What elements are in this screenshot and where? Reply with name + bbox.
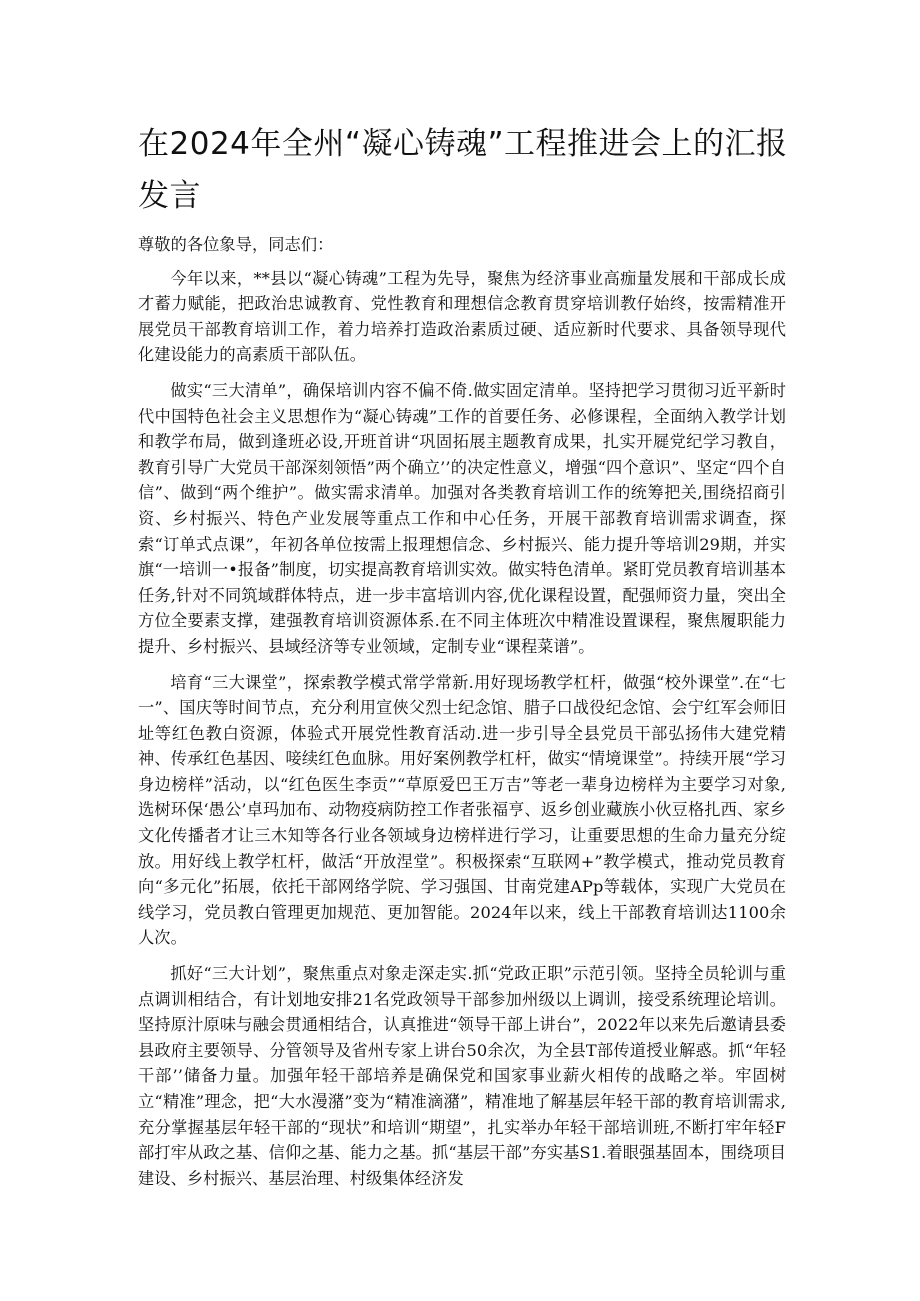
paragraph-intro: 今年以来，**县以“凝心铸魂”工程为先导，聚焦为经济事业高痂量发展和干部成长成才蓄力赋能，把政治忠诚教育、党性教育和理想信念教育贯穿培训教仔始终，按需精准开展党员干部教育培训工作，着力培养打造政治素质过硬、适应新时代要求、具备领导现代化建设能力的高素质干部队伍。 — [138, 268, 786, 365]
paragraph-three-lists: 做实“三大清单”，确保培训内容不偏不倚.做实固定清单。坚持把学习贯彻习近平新时代中国特色社会主义思想作为“凝心铸魂”工作的首要任务、必修课程，全面纳入教学计划和教学布局，做到逢班必设,开班首讲“巩固拓展主题教育成果，扎实开屣党纪学习教自，教育引导广大党员干部深刻领悟”两个确立’’的决定性意义，增强“四个意识”、坚定“四个自信”、做到“两个维护”。做实需求清单。加强对各类教育培训工作的统筹把关,围绕招商引资、乡村振兴、特色产业发展等重点工作和中心任务，开展干部教育培训需求调查，探索“订单式点课”，年初各单位按需上报理想信念、乡村振兴、能力提升等培训29期，并实旗“一培训一•报备”制度，切实提高教育培训实效。做实特色清单。紧盯党员教育培训基本任务,针对不同筑域群体特点，进一步丰富培训内容,优化课程设置，配强师资力量，突出全方位全要素支撑，建强教育培训资源体系.在不同主体班次中精准设置课程，聚焦履职能力提升、乡村振兴、县域经济等专业领域，定制专业“课程菜谱”。 — [138, 380, 786, 656]
document-title: 在2024年全州“凝心铸魂”工程推进会上的汇报发言 — [138, 126, 788, 214]
document-body — [138, 232, 786, 1201]
salutation: 尊敬的各位象导，同志们： — [138, 235, 334, 254]
paragraph-three-classrooms: 培育“三大课堂”，探索教学模式常学常新.用好现场教学杠杆，做强“校外课堂”.在“七一”、国庆等时间节点，充分利用宣俠父烈士纪念馆、腊子口战役纪念馆、会宁红军会师旧址等红色教白资源，体验式开展党性教育活动.进一步引导全县党员干部弘扬伟大建党精神、传承红色基因、唼续红色血脉。用好案例教学杠杆，做实“情境课堂”。持续开展“学习身边榜样”活动，以“红色医生李贡”“草原爱巴王万吉”等老一辈身边榜样为主要学习对象,选树环保‘愚公’卓玛加布、动物疫病防控工作者张福亨、返乡创业藏族小伙豆格扎西、家乡文化传播者才让三木知等各行业各领域身边榜样进行学习，让重要思想的生命力量充分绽放。用好线上教学杠杆，做活“开放涅堂”。积极探索“互联网+”教学模式，推动党员教育向“多元化”拓展，依托干部网络学院、学习强国、甘南党建APp等载体，实现广大党员在线学习，党员教白管理更加规范、更加智能。2024年以来，线上干部教育培训达1100余人次。 — [138, 672, 786, 948]
paragraph-three-plans: 抓好“三大计划”，聚焦重点对象走深走实.抓“党政正职”示范引领。坚持全员轮训与重点调训相结合，有计划地安排21名党政领导干部参加州级以上调训，接受系统理论培训。坚持原汁原味与融会贯通相结合，认真推进“领导干部上讲台”，2022年以来先后邀请县委县政府主要领导、分管领导及省州专家上讲台50余次，为全县T部传道授业解惑。抓“年轻干部’’储备力量。加强年轻干部培养是确保党和国家事业薪火相传的战略之举。牢固树立“精准”理念，把“大水漫潴”变为“精准滴潴”，精准地了解基层年轻干部的教育培训需求,充分掌握基层年轻干部的“现状”和培训“期望”，扎实举办年轻干部培训班,不断打牢年轻F部打牢从政之基、信仰之基、能力之基。抓“基层干部”夯实基S1.着眼强基固本，围绕项目建设、乡村振兴、基层治理、村级集体经济发 — [138, 964, 786, 1188]
